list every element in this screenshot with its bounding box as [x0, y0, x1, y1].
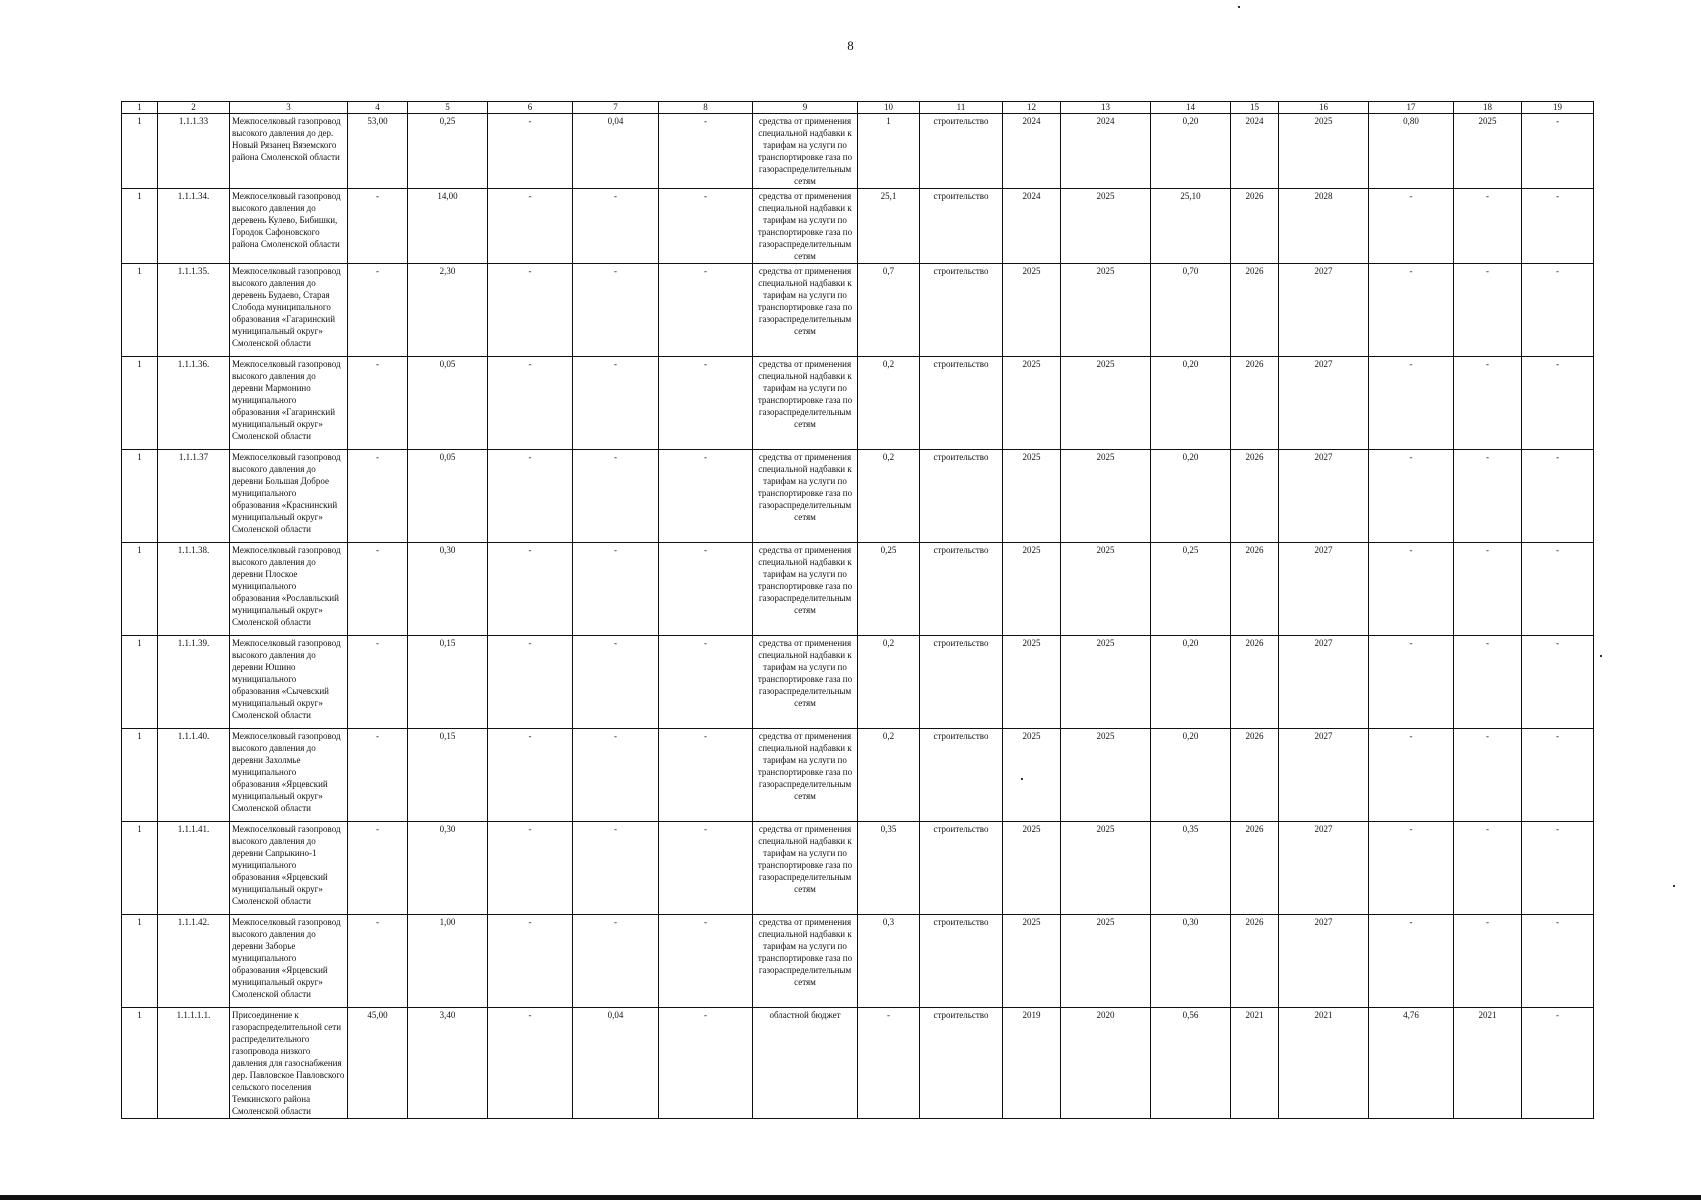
table-cell: 2027 [1279, 636, 1369, 729]
table-cell: 2021 [1454, 1008, 1522, 1119]
table-cell: - [488, 357, 573, 450]
header-cell: 7 [573, 102, 659, 114]
table-cell: 25,1 [858, 189, 920, 264]
table-cell: строительство [920, 729, 1003, 822]
table-cell: 1.1.1.40. [158, 729, 230, 822]
table-cell: - [1454, 264, 1522, 357]
table-cell: - [488, 915, 573, 1008]
table-cell: 1.1.1.42. [158, 915, 230, 1008]
table-cell: 2026 [1231, 450, 1279, 543]
table-cell: 1.1.1.39. [158, 636, 230, 729]
table-cell: 2025 [1003, 822, 1061, 915]
table-cell: 2025 [1003, 543, 1061, 636]
table-cell: 1 [122, 729, 158, 822]
table-cell: 2027 [1279, 543, 1369, 636]
table-cell: - [348, 450, 408, 543]
table-cell: - [1369, 636, 1454, 729]
header-cell: 1 [122, 102, 158, 114]
table-cell: 2025 [1061, 357, 1151, 450]
table-cell: - [573, 729, 659, 822]
table-cell: - [573, 915, 659, 1008]
table-cell: 0,2 [858, 357, 920, 450]
header-cell: 19 [1522, 102, 1594, 114]
table-row [122, 729, 1594, 822]
table-cell: 2026 [1231, 915, 1279, 1008]
table-cell: 2024 [1003, 114, 1061, 189]
table-cell: - [1522, 189, 1594, 264]
table-cell: 0,20 [1151, 357, 1231, 450]
table-cell: 1 [858, 114, 920, 189]
table-cell: - [488, 114, 573, 189]
object-name-cell: Межпоселковый газопровод высокого давления до деревни Заборье муниципального образования «Ярцевский муниципальный округ» Смоленской области [230, 915, 348, 1008]
table-cell: 2025 [1061, 450, 1151, 543]
table-cell: 1 [122, 822, 158, 915]
table-cell: - [573, 543, 659, 636]
table-cell: строительство [920, 915, 1003, 1008]
header-cell: 15 [1231, 102, 1279, 114]
table-cell: 1.1.1.36. [158, 357, 230, 450]
table-cell: - [659, 189, 753, 264]
table-cell: 2027 [1279, 357, 1369, 450]
table-cell: - [659, 264, 753, 357]
table-cell: 2025 [1003, 915, 1061, 1008]
table-cell: 2025 [1454, 114, 1522, 189]
table-cell: 0,20 [1151, 114, 1231, 189]
table-cell: - [1369, 729, 1454, 822]
table-cell: 1.1.1.41. [158, 822, 230, 915]
table-cell: - [1369, 357, 1454, 450]
table-cell: - [488, 543, 573, 636]
object-name-cell: Межпоселковый газопровод высокого давления до деревень Будаево, Старая Слобода муниципального образования «Гагаринский муниципальный округ» Смоленской области [230, 264, 348, 357]
funding-source-cell: средства от применения специальной надбавки к тарифам на услуги по транспортировке газа по газораспределительным сетям [753, 264, 858, 357]
object-name-cell: Межпоселковый газопровод высокого давления до деревни Захолмье муниципального образования «Ярцевский муниципальный округ» Смоленской области [230, 729, 348, 822]
table-cell: - [1369, 189, 1454, 264]
table-cell: 0,80 [1369, 114, 1454, 189]
table-cell: 2026 [1231, 822, 1279, 915]
header-cell: 4 [348, 102, 408, 114]
scan-speck [1021, 778, 1023, 780]
table-cell: 0,05 [408, 450, 488, 543]
table-cell: 2021 [1279, 1008, 1369, 1119]
table-cell: 2020 [1061, 1008, 1151, 1119]
table-cell: 1 [122, 450, 158, 543]
table-cell: 0,35 [858, 822, 920, 915]
table-cell: 1.1.1.33 [158, 114, 230, 189]
table-cell: - [1522, 543, 1594, 636]
table-cell: - [348, 822, 408, 915]
table-cell: - [1454, 450, 1522, 543]
table-cell: 0,15 [408, 636, 488, 729]
table-cell: - [488, 729, 573, 822]
table-cell: 2027 [1279, 915, 1369, 1008]
table-cell: - [573, 636, 659, 729]
table-cell: - [659, 915, 753, 1008]
table-cell: - [1522, 1008, 1594, 1119]
table-cell: 2027 [1279, 822, 1369, 915]
table-cell: 2026 [1231, 543, 1279, 636]
table-cell: 2021 [1231, 1008, 1279, 1119]
table-cell: - [1454, 189, 1522, 264]
table-cell: 0,2 [858, 636, 920, 729]
table-cell: 2024 [1003, 189, 1061, 264]
table-cell: 2025 [1061, 915, 1151, 1008]
table-cell: 0,70 [1151, 264, 1231, 357]
table-cell: - [573, 450, 659, 543]
table-row [122, 357, 1594, 450]
table-cell: 0,20 [1151, 729, 1231, 822]
table-cell: 2025 [1061, 636, 1151, 729]
scan-speck [1238, 6, 1240, 8]
table-row [122, 114, 1594, 189]
header-cell: 12 [1003, 102, 1061, 114]
table-cell: 2027 [1279, 264, 1369, 357]
header-cell: 10 [858, 102, 920, 114]
funding-source-cell: средства от применения специальной надбавки к тарифам на услуги по транспортировке газа по газораспределительным сетям [753, 450, 858, 543]
table-cell: 1.1.1.34. [158, 189, 230, 264]
table-cell: 2025 [1003, 729, 1061, 822]
table-cell: 2025 [1061, 822, 1151, 915]
table-cell: - [659, 114, 753, 189]
table-cell: 0,04 [573, 114, 659, 189]
table-cell: - [1369, 264, 1454, 357]
table-cell: 1 [122, 114, 158, 189]
table-cell: - [488, 450, 573, 543]
table-cell: 1.1.1.1.1. [158, 1008, 230, 1119]
scan-speck [1600, 655, 1602, 657]
table-cell: строительство [920, 264, 1003, 357]
funding-source-cell: средства от применения специальной надбавки к тарифам на услуги по транспортировке газа по газораспределительным сетям [753, 822, 858, 915]
table-cell: 2025 [1061, 264, 1151, 357]
table-cell: - [659, 1008, 753, 1119]
table-cell: 1,00 [408, 915, 488, 1008]
table-cell: 2026 [1231, 636, 1279, 729]
header-cell: 16 [1279, 102, 1369, 114]
table-cell: 2025 [1061, 729, 1151, 822]
table-cell: 1 [122, 636, 158, 729]
table-cell: 2027 [1279, 450, 1369, 543]
table-cell: 0,35 [1151, 822, 1231, 915]
funding-source-cell: средства от применения специальной надбавки к тарифам на услуги по транспортировке газа по газораспределительным сетям [753, 114, 858, 189]
header-cell: 18 [1454, 102, 1522, 114]
funding-source-cell: средства от применения специальной надбавки к тарифам на услуги по транспортировке газа по газораспределительным сетям [753, 636, 858, 729]
table-cell: - [348, 543, 408, 636]
table-cell: 0,3 [858, 915, 920, 1008]
table-cell: 1.1.1.35. [158, 264, 230, 357]
table-cell: - [573, 822, 659, 915]
table-cell: - [488, 1008, 573, 1119]
object-name-cell: Межпоселковый газопровод высокого давления до деревни Сапрыкино-1 муниципального образования «Ярцевский муниципальный округ» Смоленской области [230, 822, 348, 915]
table-cell: 0,30 [1151, 915, 1231, 1008]
funding-source-cell: областной бюджет [753, 1008, 858, 1119]
table-cell: - [1369, 543, 1454, 636]
table-cell: 1.1.1.38. [158, 543, 230, 636]
header-cell: 11 [920, 102, 1003, 114]
table-cell: 2026 [1231, 729, 1279, 822]
table-cell: 0,30 [408, 543, 488, 636]
table-cell: 1.1.1.37 [158, 450, 230, 543]
table-cell: - [1522, 915, 1594, 1008]
header-cell: 9 [753, 102, 858, 114]
table-cell: 14,00 [408, 189, 488, 264]
table-cell: строительство [920, 114, 1003, 189]
table-cell: - [1454, 915, 1522, 1008]
table-cell: 0,30 [408, 822, 488, 915]
table-cell: - [1369, 822, 1454, 915]
table-cell: 2026 [1231, 264, 1279, 357]
table-cell: 0,20 [1151, 450, 1231, 543]
table-cell: 2024 [1061, 114, 1151, 189]
funding-source-cell: средства от применения специальной надбавки к тарифам на услуги по транспортировке газа по газораспределительным сетям [753, 543, 858, 636]
table-cell: - [1369, 450, 1454, 543]
page-number: 8 [847, 38, 854, 53]
header-cell: 2 [158, 102, 230, 114]
table-cell: - [659, 543, 753, 636]
table-cell: 2024 [1231, 114, 1279, 189]
table-cell: - [488, 636, 573, 729]
investment-program-table [121, 101, 1594, 1119]
table-cell: строительство [920, 543, 1003, 636]
object-name-cell: Межпоселковый газопровод высокого давления до деревни Большая Доброе муниципального образования «Краснинский муниципальный округ» Смоленской области [230, 450, 348, 543]
table-row [122, 1008, 1594, 1119]
header-cell: 8 [659, 102, 753, 114]
table-cell: 1 [122, 357, 158, 450]
table-cell: 2,30 [408, 264, 488, 357]
table-cell: - [1522, 729, 1594, 822]
table-body [122, 114, 1594, 1119]
table-cell: - [1454, 822, 1522, 915]
table-cell: - [1454, 543, 1522, 636]
table-cell: - [573, 264, 659, 357]
table-cell: 2025 [1003, 636, 1061, 729]
scan-speck [1673, 885, 1675, 887]
object-name-cell: Межпоселковый газопровод высокого давления до деревни Плоское муниципального образования «Рославльский муниципальный округ» Смоленской области [230, 543, 348, 636]
table-row [122, 450, 1594, 543]
table-cell: - [348, 915, 408, 1008]
table-cell: - [488, 189, 573, 264]
table-cell: - [1522, 636, 1594, 729]
table-cell: строительство [920, 636, 1003, 729]
table-cell: 0,25 [408, 114, 488, 189]
table-cell: 2025 [1003, 450, 1061, 543]
table-row [122, 822, 1594, 915]
table-cell: 1 [122, 264, 158, 357]
object-name-cell: Межпоселковый газопровод высокого давления до деревни Мармонино муниципального образования «Гагаринский муниципальный округ» Смоленской области [230, 357, 348, 450]
table-cell: 2025 [1061, 189, 1151, 264]
object-name-cell: Межпоселковый газопровод высокого давления до дер. Новый Рязанец Вяземского района Смоленской области [230, 114, 348, 189]
table-cell: 2025 [1279, 114, 1369, 189]
table-cell: 0,05 [408, 357, 488, 450]
table-cell: 0,20 [1151, 636, 1231, 729]
table-cell: строительство [920, 822, 1003, 915]
table-cell: 4,76 [1369, 1008, 1454, 1119]
object-name-cell: Межпоселковый газопровод высокого давления до деревни Юшино муниципального образования «Сычевский муниципальный округ» Смоленской области [230, 636, 348, 729]
table-cell: 2026 [1231, 357, 1279, 450]
table-cell: 2025 [1061, 543, 1151, 636]
table-cell: - [1454, 729, 1522, 822]
table-cell: - [1522, 264, 1594, 357]
table-cell: - [858, 1008, 920, 1119]
table-cell: - [1522, 822, 1594, 915]
table-row [122, 636, 1594, 729]
funding-source-cell: средства от применения специальной надбавки к тарифам на услуги по транспортировке газа по газораспределительным сетям [753, 189, 858, 264]
table-row [122, 264, 1594, 357]
table-cell: - [659, 357, 753, 450]
table-cell: строительство [920, 1008, 1003, 1119]
table-cell: - [348, 636, 408, 729]
object-name-cell: Межпоселковый газопровод высокого давления до деревень Кулево, Бибишки, Городок Сафоновского района Смоленской области [230, 189, 348, 264]
funding-source-cell: средства от применения специальной надбавки к тарифам на услуги по транспортировке газа по газораспределительным сетям [753, 357, 858, 450]
header-cell: 17 [1369, 102, 1454, 114]
table-cell: - [1454, 636, 1522, 729]
table-cell: 2025 [1003, 264, 1061, 357]
table-cell: 25,10 [1151, 189, 1231, 264]
table-cell: 45,00 [348, 1008, 408, 1119]
table-row [122, 915, 1594, 1008]
table-cell: 0,25 [1151, 543, 1231, 636]
table-cell: - [348, 357, 408, 450]
table-cell: 53,00 [348, 114, 408, 189]
table-cell: 0,2 [858, 450, 920, 543]
table-cell: 1 [122, 1008, 158, 1119]
table-cell: - [348, 189, 408, 264]
table-cell: строительство [920, 450, 1003, 543]
table-cell: строительство [920, 189, 1003, 264]
table-cell: 0,56 [1151, 1008, 1231, 1119]
table-cell: - [659, 822, 753, 915]
table-cell: - [488, 822, 573, 915]
table-cell: 2025 [1003, 357, 1061, 450]
funding-source-cell: средства от применения специальной надбавки к тарифам на услуги по транспортировке газа по газораспределительным сетям [753, 915, 858, 1008]
table-cell: - [1522, 357, 1594, 450]
table-cell: - [659, 729, 753, 822]
header-cell: 3 [230, 102, 348, 114]
table-cell: 0,7 [858, 264, 920, 357]
table-cell: - [1522, 450, 1594, 543]
table-cell: - [348, 264, 408, 357]
table-cell: - [348, 729, 408, 822]
table-cell: 0,2 [858, 729, 920, 822]
header-cell: 5 [408, 102, 488, 114]
table-cell: - [1522, 114, 1594, 189]
table-cell: - [659, 450, 753, 543]
table-cell: - [1369, 915, 1454, 1008]
table-cell: - [573, 189, 659, 264]
scan-bottom-edge [0, 1195, 1701, 1200]
table-cell: - [1454, 357, 1522, 450]
table-cell: 2028 [1279, 189, 1369, 264]
table-cell: 1 [122, 915, 158, 1008]
table-cell: - [573, 357, 659, 450]
table-cell: 1 [122, 543, 158, 636]
table-cell: 0,25 [858, 543, 920, 636]
table-cell: 3,40 [408, 1008, 488, 1119]
table-header [122, 102, 1594, 114]
header-cell: 6 [488, 102, 573, 114]
table-cell: 2027 [1279, 729, 1369, 822]
table-row [122, 189, 1594, 264]
table-cell: 2019 [1003, 1008, 1061, 1119]
object-name-cell: Присоединение к газораспределительной сети распределительного газопровода низкого давления для газоснабжения дер. Павловское Павловского сельского поселения Темкинского района Смоленской области [230, 1008, 348, 1119]
funding-source-cell: средства от применения специальной надбавки к тарифам на услуги по транспортировке газа по газораспределительным сетям [753, 729, 858, 822]
table-row [122, 543, 1594, 636]
table-cell: 0,15 [408, 729, 488, 822]
table-cell: 1 [122, 189, 158, 264]
table-cell: - [659, 636, 753, 729]
table-cell: 0,04 [573, 1008, 659, 1119]
header-cell: 14 [1151, 102, 1231, 114]
table-cell: 2026 [1231, 189, 1279, 264]
header-cell: 13 [1061, 102, 1151, 114]
table-cell: - [488, 264, 573, 357]
table-cell: строительство [920, 357, 1003, 450]
